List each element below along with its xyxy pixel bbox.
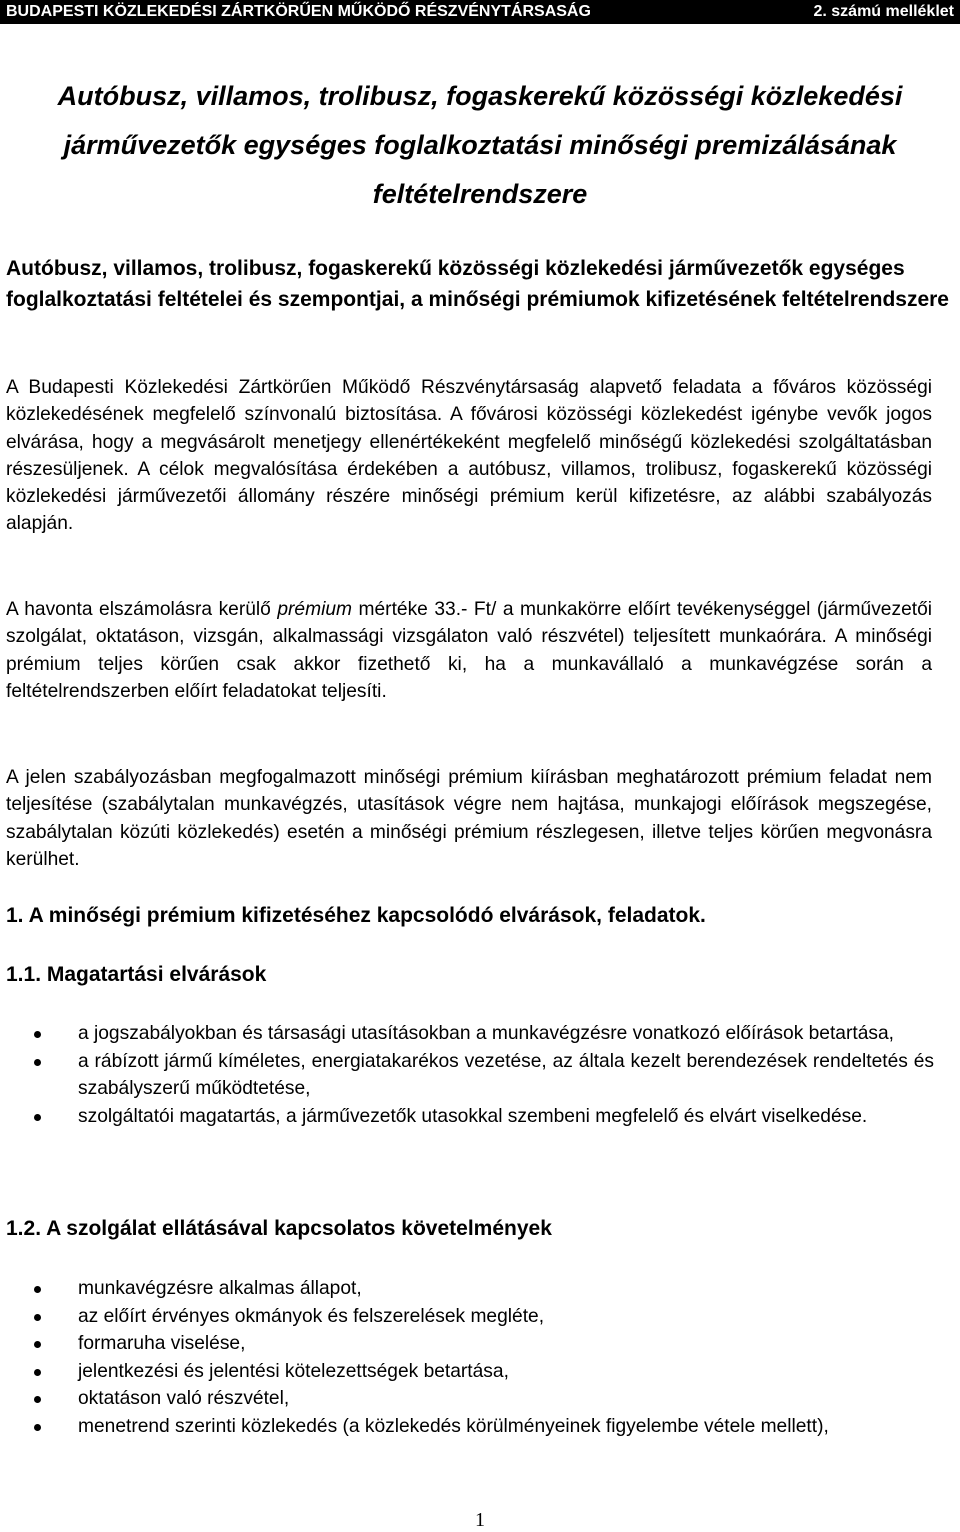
section-1-2-heading: 1.2. A szolgálat ellátásával kapcsolatos követelmények	[6, 1217, 552, 1240]
premium-text-post: mértéke 33.- Ft/ a munkakörre előírt tevékenységgel (járművezetői szolgálat, oktatáson, vizsgán, alkalmassági vizsgálaton való részvétel) teljesített munkaórára. A minőségi prémium teljes körűen csak akkor fizethető ki, ha a munkavállaló a munkavégzése során a feltételrendszerben előírt feladatokat teljesíti.	[6, 599, 933, 702]
premium-text-pre: A havonta elszámolásra kerülő	[6, 599, 278, 620]
list-item: formaruha viselése,	[0, 1330, 934, 1358]
document-subtitle: Autóbusz, villamos, trolibusz, fogaskerekű közösségi közlekedési járművezetők egységes foglalkoztatási feltételei és szempontjai, a minőségi prémiumok kifizetésének feltételrendszere	[6, 257, 949, 311]
bullet-icon	[34, 1314, 41, 1321]
list-item: a jogszabályokban és társasági utasításokban a munkavégzésre vonatkozó előírások betartása,	[0, 1020, 934, 1048]
list-item: az előírt érvényes okmányok és felszerelések megléte,	[0, 1303, 934, 1331]
list-item: szolgáltatói magatartás, a járművezetők utasokkal szembeni megfelelő és elvárt viselkedése.	[0, 1103, 934, 1131]
title-line-1: Autóbusz, villamos, trolibusz, fogaskerekű közösségi közlekedési	[57, 81, 903, 111]
list-item: oktatáson való részvétel,	[0, 1385, 934, 1413]
behavior-list	[0, 1020, 934, 1130]
premium-paragraph	[6, 596, 932, 705]
list-item: jelentkezési és jelentési kötelezettségek betartása,	[0, 1358, 934, 1386]
service-list	[0, 1275, 934, 1440]
bullet-icon	[34, 1341, 41, 1348]
bullet-icon	[34, 1396, 41, 1403]
list-item: munkavégzésre alkalmas állapot,	[0, 1275, 934, 1303]
bullet-icon	[34, 1031, 41, 1038]
document-header	[0, 0, 960, 24]
title-line-2: járművezetők egységes foglalkoztatási minőségi premizálásának	[63, 130, 897, 160]
bullet-icon	[34, 1059, 41, 1066]
section-1-1-heading: 1.1. Magatartási elvárások	[6, 963, 267, 986]
list-item: menetrend szerinti közlekedés (a közlekedés körülményeinek figyelembe vétele mellett),	[0, 1413, 934, 1441]
intro-paragraph: A Budapesti Közlekedési Zártkörűen Működő Részvénytársaság alapvető feladata a főváros közösségi közlekedésének megfelelő színvonalú biztosítása. A fővárosi közösségi közlekedést igénybe vevők jogos elvárása, hogy a megvásárolt menetjegy ellenértékeként megfelelő minőségű közlekedési szolgáltatásban részesüljenek. A célok megvalósítása érdekében a autóbusz, villamos, trolibusz, fogaskerekű közösségi közlekedési járművezetői állomány részére minőségi prémium kerül kifizetésre, az alábbi szabályozás alapján.	[6, 377, 932, 535]
list-item: a rábízott jármű kíméletes, energiatakarékos vezetése, az általa kezelt berendezések rendeltetés és szabályszerű működtetése,	[0, 1048, 934, 1103]
company-name: BUDAPESTI KÖZLEKEDÉSI ZÁRTKÖRŰEN MŰKÖDŐ RÉSZVÉNYTÁRSASÁG	[6, 3, 591, 20]
annex-label: 2. számú melléklet	[813, 3, 954, 20]
premium-emphasis: prémium	[277, 599, 353, 620]
withdrawal-paragraph: A jelen szabályozásban megfogalmazott minőségi prémium kiírásban meghatározott prémium feladat nem teljesítése (szabálytalan munkavégzés, utasítások végre nem hajtása, munkajogi előírások megszegése, szabálytalan közúti közlekedés) esetén a minőségi prémium részlegesen, illetve teljes körűen megvonásra kerülhet.	[6, 767, 932, 870]
page-number: 1	[475, 1509, 485, 1531]
bullet-icon	[34, 1424, 41, 1431]
bullet-icon	[34, 1369, 41, 1376]
section-1-heading: 1. A minőségi prémium kifizetéséhez kapcsolódó elvárások, feladatok.	[6, 904, 706, 927]
title-line-3: feltételrendszere	[372, 179, 588, 209]
bullet-icon	[34, 1286, 41, 1293]
bullet-icon	[34, 1114, 41, 1121]
